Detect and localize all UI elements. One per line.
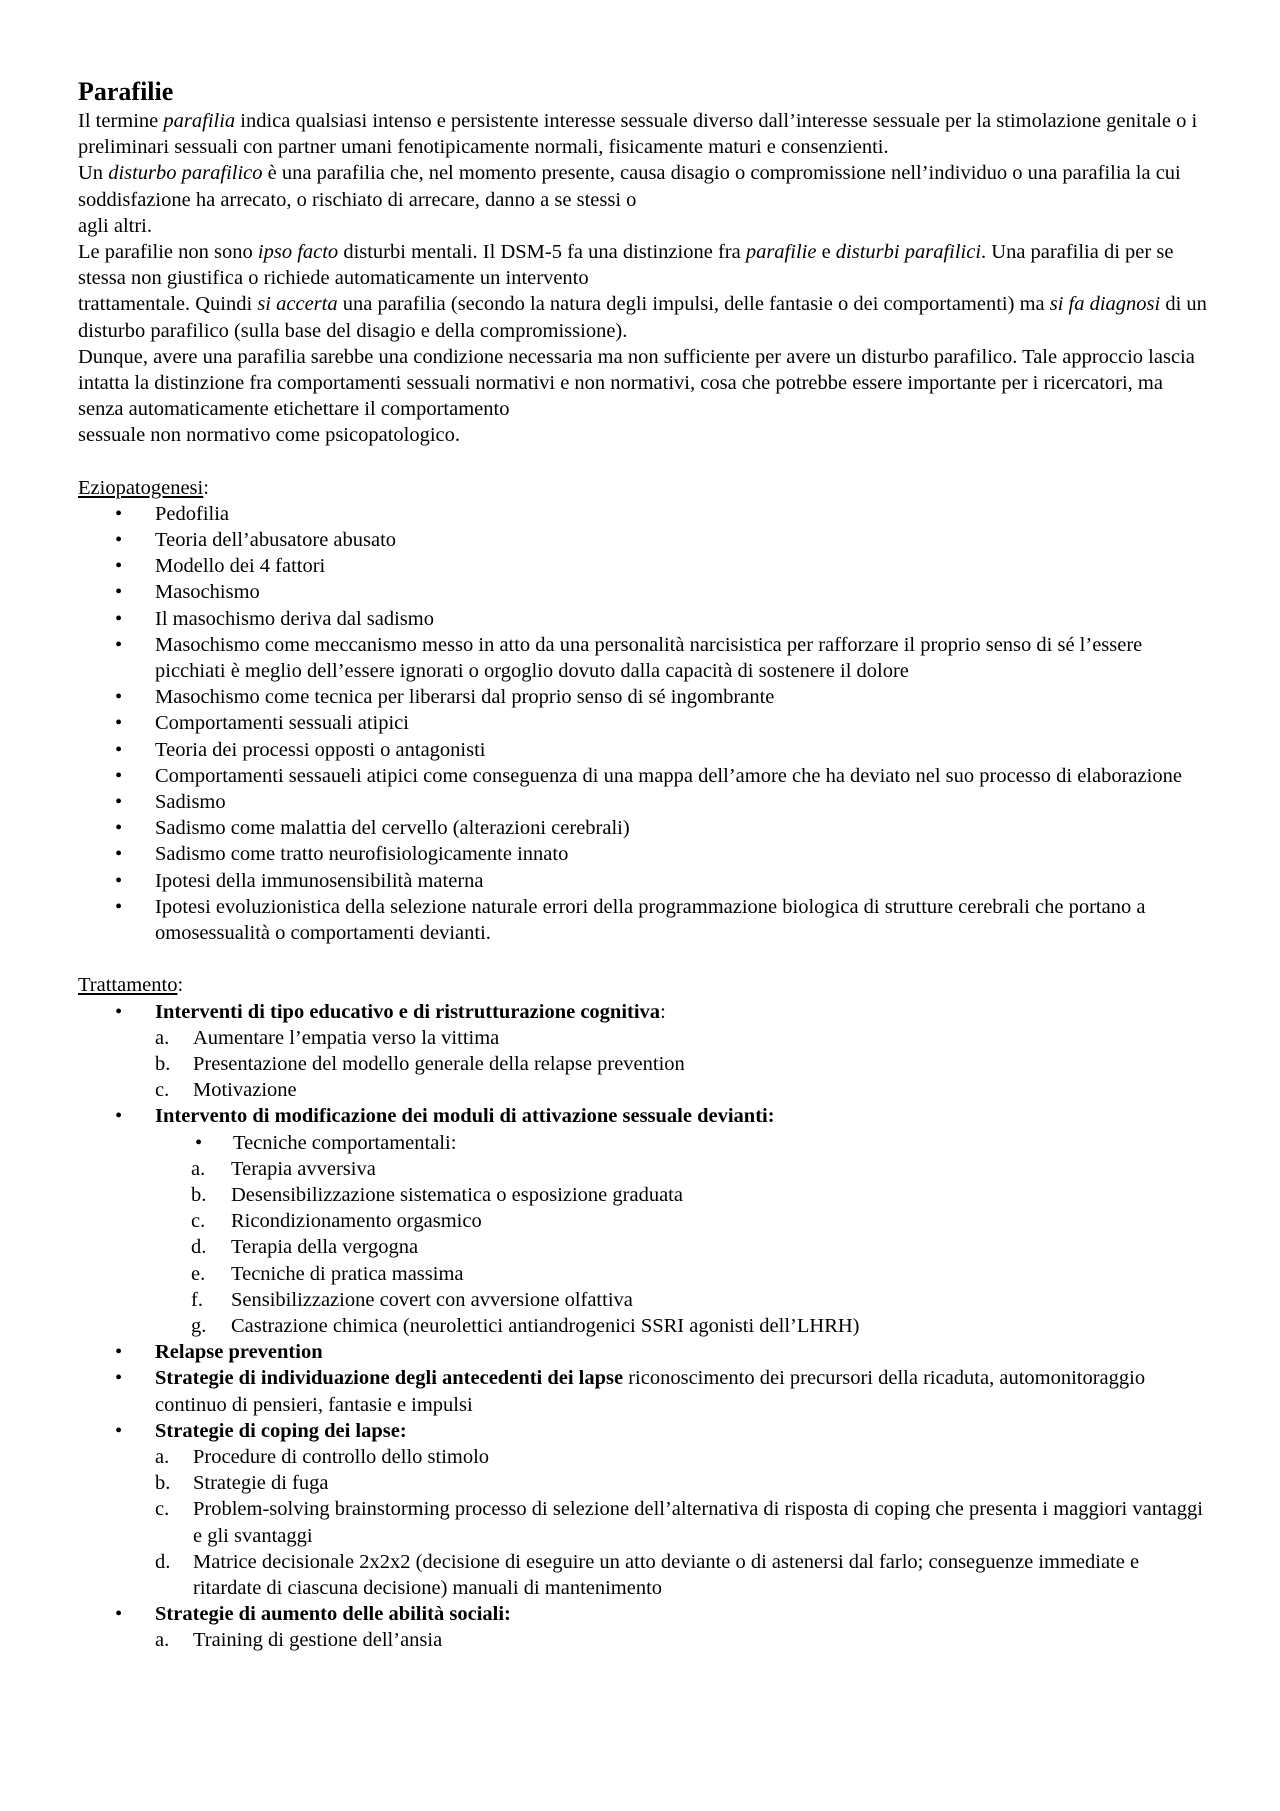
italic-term: si fa diagnosi — [1049, 293, 1161, 316]
list-item — [78, 579, 1208, 605]
list-item-bold-text: Strategie di individuazione degli antecedenti dei lapse — [155, 1367, 624, 1390]
list-item — [78, 501, 1208, 527]
sub-list-item — [78, 1627, 1208, 1653]
eziopatogenesi-heading: Eziopatogenesi: — [78, 476, 209, 499]
paragraph-text: Il termine — [78, 110, 164, 132]
sub-list-item — [78, 1549, 1208, 1601]
list-item-bold-text: Intervento di modificazione dei moduli di attivazione sessuale devianti: — [155, 1105, 775, 1128]
letter-marker: a. — [191, 1157, 206, 1180]
bullet-marker: • — [115, 607, 123, 630]
list-item — [78, 1601, 1208, 1627]
list-item-text: Teoria dell’abusatore abusato — [155, 529, 397, 552]
list-item-text: Sadismo come malattia del cervello (alterazioni cerebrali) — [155, 817, 630, 840]
list-item-text: Masochismo come meccanismo messo in atto da una personalità narcisistica per rafforzare il proprio senso di sé l’essere picchiati è meglio dell’essere ignorati o orgoglio dovuto dalla capacità di sostenere il dolore — [155, 633, 1143, 683]
bullet-marker: • — [115, 817, 123, 840]
nested-sub-list-item — [78, 1182, 1208, 1208]
paragraph-text: disturbi mentali. Il DSM-5 fa una distinzione fra — [338, 241, 746, 264]
bullet-marker: • — [115, 633, 123, 656]
nested-sub-list-item — [78, 1313, 1208, 1339]
sub-list-item-text: Terapia avversiva — [231, 1157, 376, 1180]
italic-term: disturbo parafilico — [108, 162, 263, 185]
document-page — [78, 76, 1208, 1654]
trattamento-heading: Trattamento: — [78, 974, 184, 997]
bullet-marker: • — [115, 1419, 123, 1442]
italic-term: parafilia — [163, 110, 236, 132]
nested-sub-list-item — [78, 1234, 1208, 1260]
list-item-text: : — [660, 1000, 666, 1023]
sub-bullet-item — [78, 1130, 1208, 1156]
letter-marker: c. — [191, 1210, 206, 1233]
letter-marker: c. — [155, 1079, 170, 1102]
list-item — [78, 841, 1208, 867]
bullet-marker: • — [115, 791, 123, 814]
sub-list-item-text: Ricondizionamento orgasmico — [231, 1210, 482, 1233]
list-item-text: Teoria dei processi opposti o antagonisti — [155, 738, 486, 761]
intro-paragraph — [78, 239, 1208, 344]
list-item-text: Ipotesi della immunosensibilità materna — [155, 869, 484, 892]
list-item — [78, 868, 1208, 894]
list-item — [78, 1365, 1208, 1417]
list-item-text: Masochismo — [155, 581, 260, 604]
list-item-bold-text: Strategie di aumento delle abilità sociali: — [155, 1603, 511, 1626]
bullet-marker: • — [115, 843, 123, 866]
sub-list-item-text: Training di gestione dell’ansia — [193, 1629, 443, 1652]
list-item-text: Il masochismo deriva dal sadismo — [155, 607, 434, 630]
nested-sub-list-item — [78, 1156, 1208, 1182]
sub-list-item-text: Tecniche di pratica massima — [231, 1262, 464, 1285]
list-item — [78, 1103, 1208, 1129]
nested-sub-list-item — [78, 1287, 1208, 1313]
sub-list-item-text: Matrice decisionale 2x2x2 (decisione di eseguire un atto deviante o di astenersi dal farlo; conseguenze immediate e ritardate di ciascuna decisione) manuali di mantenimento — [193, 1550, 1140, 1599]
bullet-marker: • — [115, 502, 123, 525]
letter-marker: a. — [155, 1445, 170, 1468]
bullet-marker: • — [115, 869, 123, 892]
letter-marker: b. — [155, 1052, 171, 1075]
list-item — [78, 815, 1208, 841]
list-item — [78, 684, 1208, 710]
list-item-bold-text: Strategie di coping dei lapse: — [155, 1419, 407, 1442]
bullet-marker: • — [115, 529, 123, 552]
bullet-marker: • — [115, 712, 123, 735]
list-item-bold-text: Relapse prevention — [155, 1341, 323, 1364]
list-item-text: Modello dei 4 fattori — [155, 555, 326, 578]
list-item — [78, 737, 1208, 763]
list-item — [78, 894, 1208, 946]
list-item-text: Comportamenti sessaueli atipici come conseguenza di una mappa dell’amore che ha deviato nel suo processo di elaborazione — [155, 764, 1182, 787]
sub-list-item — [78, 1496, 1208, 1548]
sub-list-item-text: Problem-solving brainstorming processo di selezione dell’alternativa di risposta di coping che presenta i maggiori vantaggi e gli svantaggi — [193, 1498, 1203, 1547]
bullet-marker: • — [115, 686, 123, 709]
sub-list-item — [78, 1051, 1208, 1077]
list-item — [78, 999, 1208, 1025]
italic-term: ipso facto — [257, 241, 339, 264]
nested-sub-list-item — [78, 1208, 1208, 1234]
paragraph-text: indica qualsiasi intenso e persistente interesse sessuale diverso dall’interesse sessuale per la stimolazione genitale o i preliminari sessuali con partner umani fenotipicamente normali, fisicamente maturi e consenzienti. — [78, 110, 1198, 159]
list-item — [78, 632, 1208, 684]
sub-list-item-text: Sensibilizzazione covert con avversione olfattiva — [231, 1288, 633, 1311]
bullet-marker: • — [115, 1603, 123, 1626]
bullet-marker: • — [115, 1367, 123, 1390]
intro-paragraph — [78, 344, 1208, 449]
sub-list-item-text: Procedure di controllo dello stimolo — [193, 1445, 490, 1468]
letter-marker: c. — [155, 1498, 170, 1521]
trattamento-list — [78, 999, 1208, 1654]
bullet-marker: • — [115, 1105, 123, 1128]
sub-list-item-text: Presentazione del modello generale della relapse prevention — [193, 1052, 685, 1075]
letter-marker: b. — [155, 1472, 171, 1495]
nested-sub-list-item — [78, 1261, 1208, 1287]
list-item-bold-text: Interventi di tipo educativo e di ristrutturazione cognitiva — [155, 1000, 661, 1023]
bullet-marker: • — [115, 1000, 123, 1023]
sub-list-item-text: Desensibilizzazione sistematica o esposizione graduata — [231, 1183, 683, 1206]
list-item-text: riconoscimento dei precursori della ricaduta, automonitoraggio continuo di pensieri, fantasie e impulsi — [155, 1367, 1146, 1416]
paragraph-text: Dunque, avere una parafilia sarebbe una condizione necessaria ma non sufficiente per avere un disturbo parafilico. Tale approccio lascia intatta la distinzione fra comportamenti sessuali normativi e non normativi, cosa che potrebbe essere importante per i ricercatori, ma senza automaticamente etichettare il comportamento — [78, 345, 1195, 421]
sub-list-item-text: Castrazione chimica (neurolettici antiandrogenici SSRI agonisti dell’LHRH) — [231, 1314, 860, 1337]
letter-marker: a. — [155, 1026, 170, 1049]
sub-list-item — [78, 1025, 1208, 1051]
intro-paragraph — [78, 108, 1208, 160]
italic-term: parafilie — [745, 241, 817, 264]
paragraph-text: di un disturbo parafilico (sulla base del disagio e della compromissione). — [78, 293, 1207, 342]
bullet-marker: • — [115, 738, 123, 761]
bullet-marker: • — [115, 555, 123, 578]
italic-term: disturbi parafilici — [835, 241, 982, 264]
list-item — [78, 789, 1208, 815]
paragraph-text: è una parafilia che, nel momento presente, causa disagio o compromissione nell’individuo o una parafilia la cui soddisfazione ha arrecato, o rischiato di arrecare, danno a se stessi o — [78, 162, 1181, 211]
sub-list-item-text: Strategie di fuga — [193, 1472, 329, 1495]
list-item-text: Masochismo come tecnica per liberarsi dal proprio senso di sé ingombrante — [155, 686, 775, 709]
list-item — [78, 606, 1208, 632]
letter-marker: e. — [191, 1262, 206, 1285]
italic-term: si accerta — [257, 293, 338, 316]
bullet-marker: • — [115, 581, 123, 604]
bullet-marker: • — [115, 895, 123, 918]
intro-paragraph — [78, 160, 1208, 239]
eziopatogenesi-list — [78, 501, 1208, 946]
sub-bullet-text: Tecniche comportamentali: — [233, 1131, 457, 1154]
paragraph-text: . Una parafilia di per se stessa non giustifica o richiede automaticamente un intervento — [78, 241, 1174, 290]
list-item — [78, 1339, 1208, 1365]
intro-section — [78, 108, 1208, 449]
sub-list-item — [78, 1444, 1208, 1470]
sub-list-item-text: Terapia della vergogna — [231, 1236, 419, 1259]
letter-marker: f. — [191, 1288, 203, 1311]
paragraph-text: e — [816, 241, 836, 264]
list-item-text: Sadismo come tratto neurofisiologicamente innato — [155, 843, 569, 866]
list-item-text: Comportamenti sessuali atipici — [155, 712, 409, 735]
letter-marker: d. — [155, 1550, 171, 1573]
sub-list-item-text: Motivazione — [193, 1079, 297, 1102]
letter-marker: d. — [191, 1236, 207, 1259]
bullet-marker: • — [195, 1131, 203, 1154]
list-item-text: Ipotesi evoluzionistica della selezione naturale errori della programmazione biologica di strutture cerebrali che portano a omosessualità o comportamenti devianti. — [155, 895, 1146, 945]
letter-marker: a. — [155, 1629, 170, 1652]
list-item — [78, 527, 1208, 553]
paragraph-text: una parafilia (secondo la natura degli impulsi, delle fantasie o dei comportamenti) ma — [337, 293, 1050, 316]
bullet-marker: • — [115, 1341, 123, 1364]
document-title: Parafilie — [78, 77, 174, 106]
bullet-marker: • — [115, 764, 123, 787]
paragraph-text: Le parafilie non sono — [78, 241, 258, 264]
sub-list-item-text: Aumentare l’empatia verso la vittima — [193, 1026, 500, 1049]
paragraph-text: sessuale non normativo come psicopatologico. — [78, 424, 461, 447]
list-item — [78, 763, 1208, 789]
list-item — [78, 710, 1208, 736]
paragraph-text: agli altri. — [78, 214, 153, 237]
letter-marker: g. — [191, 1314, 207, 1337]
sub-list-item — [78, 1470, 1208, 1496]
sub-list-item — [78, 1077, 1208, 1103]
paragraph-text: trattamentale. Quindi — [78, 293, 258, 316]
list-item — [78, 553, 1208, 579]
list-item-text: Sadismo — [155, 791, 226, 814]
paragraph-text: Un — [78, 162, 109, 185]
list-item-text: Pedofilia — [155, 502, 230, 525]
letter-marker: b. — [191, 1183, 207, 1206]
list-item — [78, 1418, 1208, 1444]
